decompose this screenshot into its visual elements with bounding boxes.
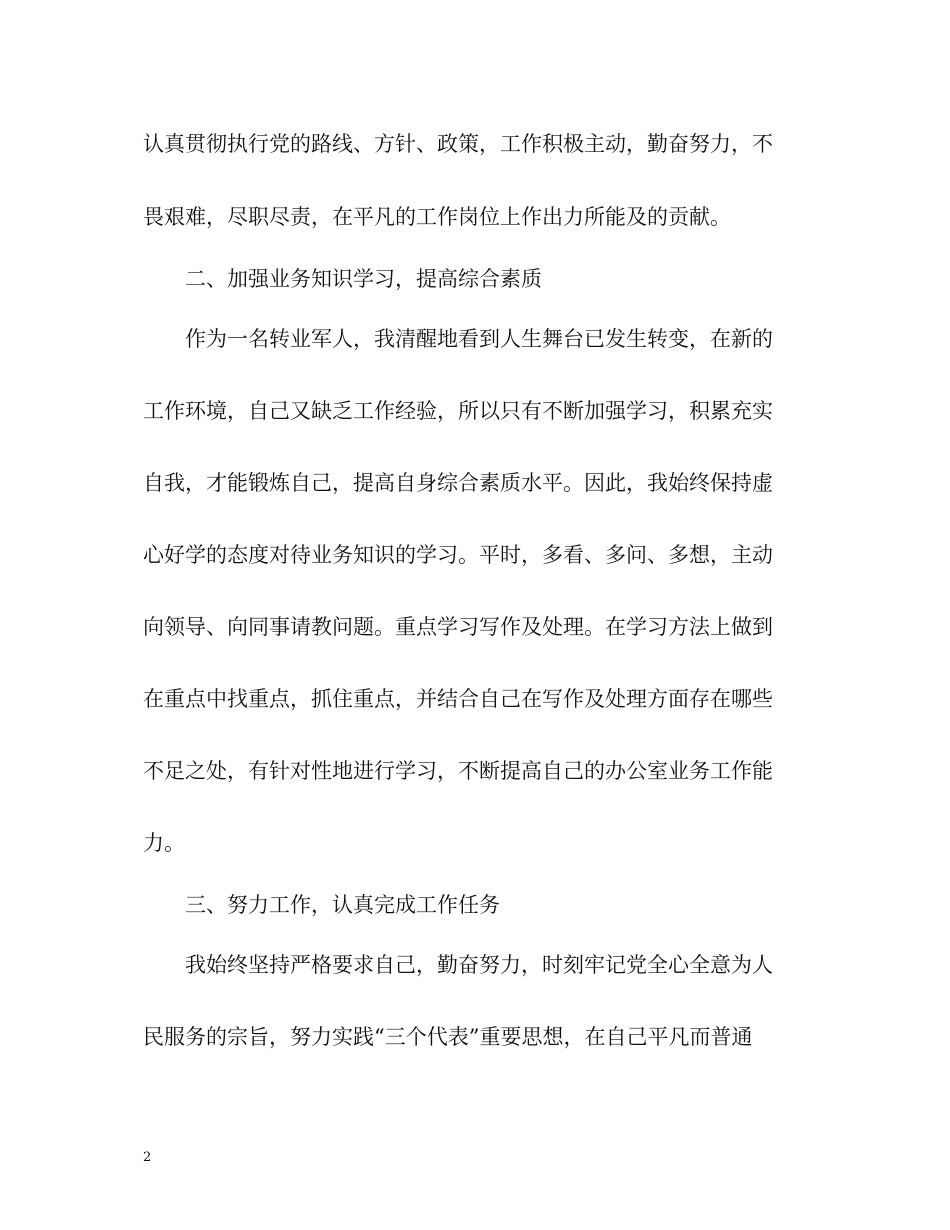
body-text-line: 工作环境，自己又缺乏工作经验，所以只有不断加强学习，积累充实 [143, 399, 773, 423]
section-heading: 三、努力工作，认真完成工作任务 [185, 893, 500, 917]
body-text-line: 力。 [143, 831, 185, 855]
body-text-line: 在重点中找重点，抓住重点，并结合自己在写作及处理方面存在哪些 [143, 687, 773, 711]
page-number: 2 [143, 1150, 152, 1165]
section-heading: 二、加强业务知识学习，提高综合素质 [185, 267, 542, 291]
body-text-line: 不足之处，有针对性地进行学习，不断提高自己的办公室业务工作能 [143, 759, 773, 783]
body-text-line: 向领导、向同事请教问题。重点学习写作及处理。在学习方法上做到 [143, 615, 773, 639]
body-text-line: 我始终坚持严格要求自己，勤奋努力，时刻牢记党全心全意为人 [185, 953, 773, 977]
body-text-line: 自我，才能锻炼自己，提高自身综合素质水平。因此，我始终保持虚 [143, 471, 773, 495]
body-text-line: 心好学的态度对待业务知识的学习。平时，多看、多问、多想，主动 [143, 543, 773, 567]
body-text-line: 民服务的宗旨，努力实践“三个代表”重要思想，在自己平凡而普通 [143, 1025, 753, 1049]
body-text-line: 作为一名转业军人，我清醒地看到人生舞台已发生转变，在新的 [185, 327, 773, 351]
body-text-line: 认真贯彻执行党的路线、方针、政策，工作积极主动，勤奋努力，不 [143, 132, 773, 156]
body-text-line: 畏艰难，尽职尽责，在平凡的工作岗位上作出力所能及的贡献。 [143, 205, 731, 229]
